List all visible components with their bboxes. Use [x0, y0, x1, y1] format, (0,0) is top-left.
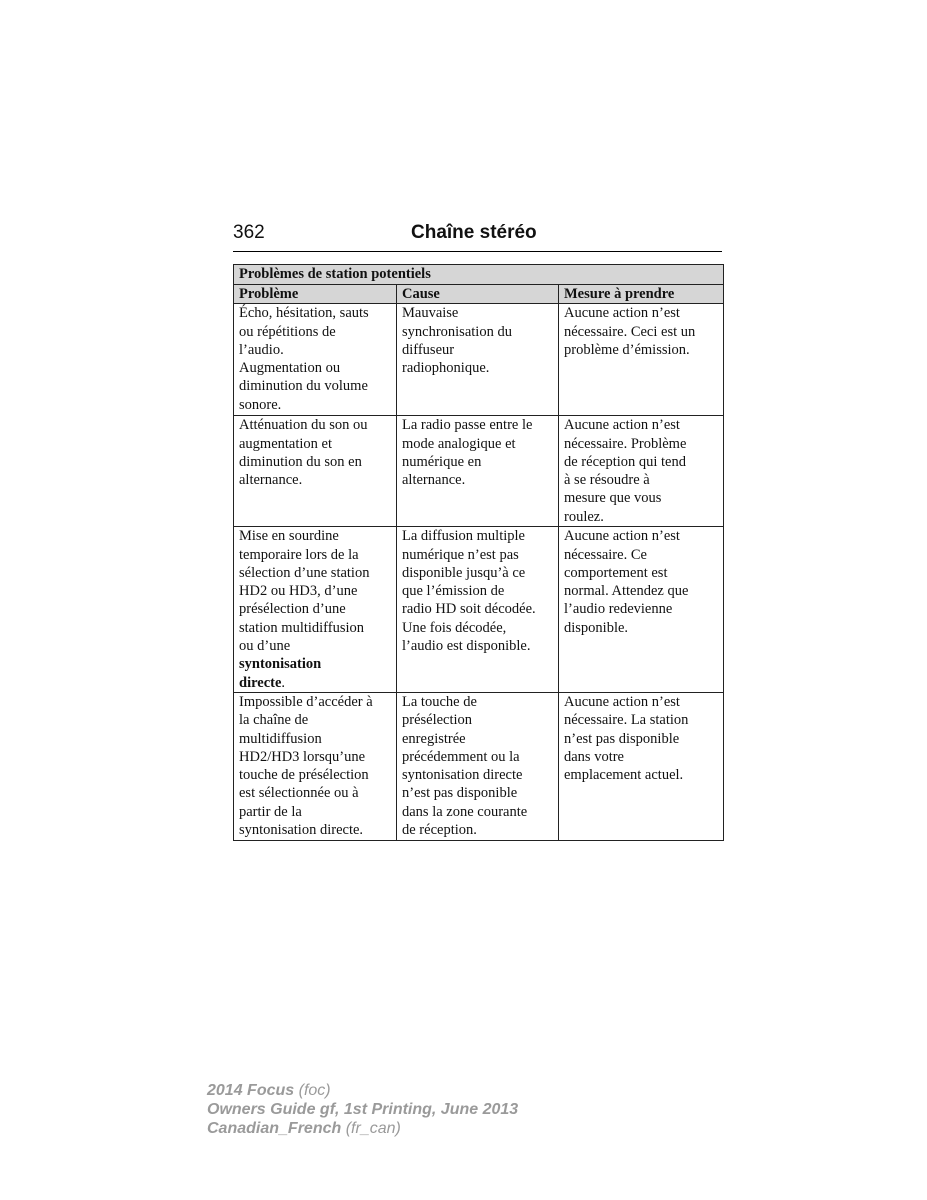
cell-line: numérique n’est pas: [402, 546, 519, 563]
cell-line: que l’émission de: [402, 583, 505, 600]
cell-probleme: [234, 416, 397, 527]
cell-line: Mise en sourdine: [239, 528, 339, 545]
cell-line: de réception qui tend: [564, 453, 686, 470]
cell-line: nécessaire. Ceci est un: [564, 323, 696, 340]
cell-probleme: [234, 692, 397, 840]
cell-line: sonore.: [239, 396, 282, 413]
cell-mesure: [559, 527, 724, 693]
cell-line: nécessaire. Problème: [564, 435, 687, 452]
cell-mesure: [559, 692, 724, 840]
footer-printing: Owners Guide gf, 1st Printing, June 2013: [207, 1101, 519, 1118]
cell-probleme: [234, 304, 397, 416]
column-header-probleme: Problème: [234, 285, 397, 304]
cell-line: Écho, hésitation, sauts: [239, 305, 369, 322]
cell-line: l’audio est disponible.: [402, 638, 531, 655]
cell-line: Impossible d’accéder à: [239, 693, 373, 710]
cell-line: syntonisation directe.: [239, 822, 364, 839]
cell-line: numérique en: [402, 453, 482, 470]
cell-line: La diffusion multiple: [402, 528, 525, 545]
footer-line-model: [207, 1081, 518, 1100]
cell-cause: [397, 416, 559, 527]
cell-line: radiophonique.: [402, 360, 490, 377]
cell-line: touche de présélection: [239, 767, 369, 784]
cell-line: nécessaire. La station: [564, 712, 689, 729]
cell-line: enregistrée: [402, 730, 466, 747]
footer-line-language: [207, 1119, 518, 1138]
cell-line: HD2 ou HD3, d’une: [239, 583, 358, 600]
cell-line: dans votre: [564, 748, 624, 765]
period: .: [281, 674, 286, 691]
cell-line: alternance.: [402, 472, 466, 489]
cell-line: Augmentation ou: [239, 360, 341, 377]
print-footer: [207, 1081, 518, 1138]
cell-line: à se résoudre à: [564, 472, 650, 489]
cell-line: précédemment ou la: [402, 748, 520, 765]
cell-line: n’est pas disponible: [564, 730, 680, 747]
table-row: [234, 527, 724, 693]
cell-mesure: [559, 416, 724, 527]
footer-language: Canadian_French: [207, 1120, 342, 1137]
bold-term: syntonisation: [239, 656, 322, 673]
cell-line: temporaire lors de la: [239, 546, 359, 563]
cell-line: partir de la: [239, 803, 302, 820]
cell-line: est sélectionnée ou à: [239, 785, 359, 802]
cell-cause: [397, 692, 559, 840]
cell-line: Mauvaise: [402, 305, 459, 322]
cell-cause: [397, 304, 559, 416]
cell-line: dans la zone courante: [402, 803, 528, 820]
cell-line: diminution du son en: [239, 453, 362, 470]
header-divider: [233, 251, 722, 252]
cell-line: disponible jusqu’à ce: [402, 564, 526, 581]
cell-line: présélection: [402, 712, 473, 729]
cell-line: Aucune action n’est: [564, 693, 680, 710]
table-header-row: [234, 285, 724, 304]
cell-line: nécessaire. Ce: [564, 546, 647, 563]
cell-line: emplacement actuel.: [564, 767, 684, 784]
cell-line: augmentation et: [239, 435, 333, 452]
cell-line: normal. Attendez que: [564, 583, 689, 600]
cell-line: diminution du volume: [239, 378, 368, 395]
column-header-cause: Cause: [397, 285, 559, 304]
footer-language-code: (fr_can): [345, 1120, 401, 1137]
cell-line: multidiffusion: [239, 730, 322, 747]
cell-line: disponible.: [564, 619, 629, 636]
cell-line: Une fois décodée,: [402, 619, 507, 636]
cell-line: La touche de: [402, 693, 477, 710]
cell-probleme: [234, 527, 397, 693]
cell-line: Aucune action n’est: [564, 417, 680, 434]
cell-line: ou répétitions de: [239, 323, 336, 340]
cell-line: La radio passe entre le: [402, 417, 533, 434]
page-number: 362: [233, 222, 265, 243]
cell-line: la chaîne de: [239, 712, 309, 729]
cell-cause: [397, 527, 559, 693]
table-row: [234, 416, 724, 527]
cell-mesure: [559, 304, 724, 416]
cell-line: l’audio.: [239, 341, 284, 358]
cell-line: présélection d’une: [239, 601, 346, 618]
table-title-row: [234, 265, 724, 285]
footer-model: 2014 Focus: [207, 1082, 295, 1099]
cell-line: l’audio redevienne: [564, 601, 673, 618]
column-header-mesure: Mesure à prendre: [559, 285, 724, 304]
cell-line: sélection d’une station: [239, 564, 370, 581]
cell-line: mode analogique et: [402, 435, 516, 452]
cell-line: alternance.: [239, 472, 303, 489]
cell-line: Aucune action n’est: [564, 305, 680, 322]
cell-line: n’est pas disponible: [402, 785, 518, 802]
cell-line: de réception.: [402, 822, 477, 839]
cell-line: comportement est: [564, 564, 668, 581]
section-title: Chaîne stéréo: [411, 222, 537, 243]
table-title: Problèmes de station potentiels: [234, 265, 724, 285]
cell-line: ou d’une: [239, 638, 291, 655]
footer-model-code: (foc): [298, 1082, 331, 1099]
cell-line: station multidiffusion: [239, 619, 364, 636]
cell-line: diffuseur: [402, 341, 455, 358]
page-header: [233, 222, 722, 252]
station-problems-table: [233, 264, 724, 841]
cell-line: synchronisation du: [402, 323, 512, 340]
cell-line: Aucune action n’est: [564, 528, 680, 545]
cell-line: Atténuation du son ou: [239, 417, 368, 434]
cell-line: problème d’émission.: [564, 341, 690, 358]
cell-line: mesure que vous: [564, 490, 662, 507]
cell-line: roulez.: [564, 508, 604, 525]
table-row: [234, 692, 724, 840]
table-row: [234, 304, 724, 416]
cell-line: [239, 674, 393, 692]
cell-line: HD2/HD3 lorsqu’une: [239, 748, 366, 765]
cell-line: radio HD soit décodée.: [402, 601, 536, 618]
bold-term: directe: [239, 674, 282, 691]
cell-line: syntonisation directe: [402, 767, 523, 784]
